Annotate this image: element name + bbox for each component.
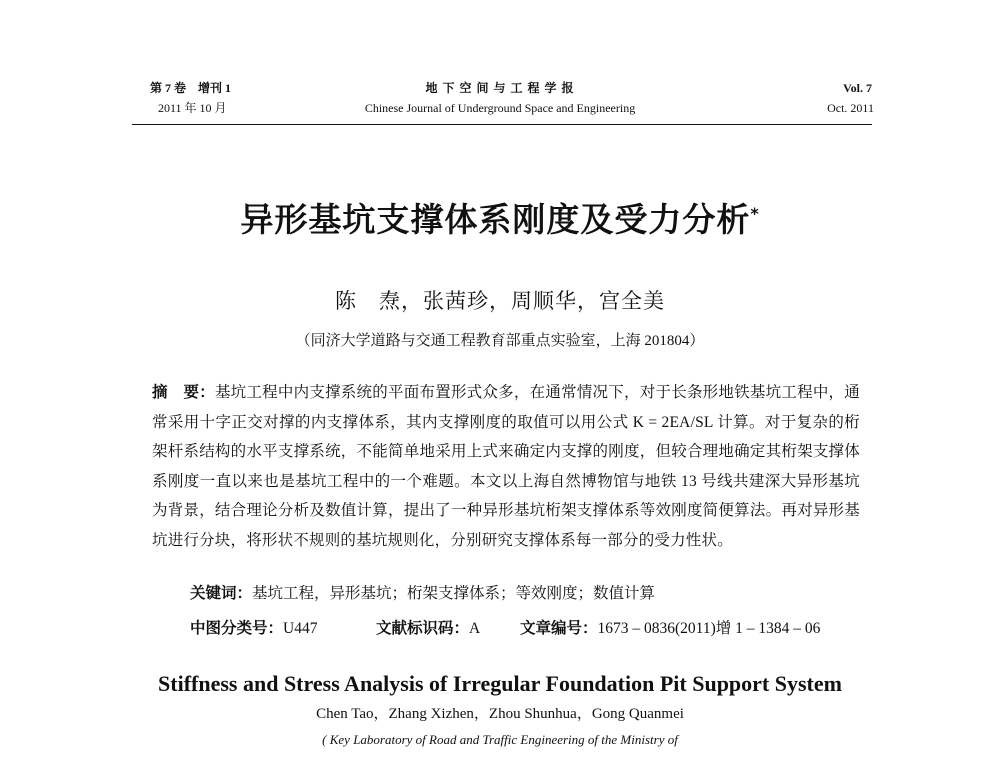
header-volume-cn: 第 7 卷 增刊 1 [150,81,232,95]
header-journal-cn: 地 下 空 间 与 工 程 学 报 [425,81,575,95]
abstract-text: 基坑工程中内支撑系统的平面布置形式众多，在通常情况下，对于长条形地铁基坑工程中，通常采用十字正交对撑的内支撑体系，其内支撑刚度的取值可以用公式 K = 2EA/SL 计算。对于复杂的桁架杆系结构的水平支撑系统，不能简单地采用上式来确定内支撑的刚度，但较合理地确定其桁架支撑体系刚度一直以来也是基坑工程中的一个难题。本文以上海自然博物馆与地铁 13 号线共建深大异形基坑为背景，结合理论分析及数值计算，提出了一种异形基坑桁架支撑体系等效刚度简便算法。再对异形基坑进行分块，将形状不规则的基坑规则化，分别研究支撑体系每一部分的受力性状。 [152,384,860,549]
clc-label: 中图分类号： [190,620,284,637]
header-date-en: Oct. 2011 [827,101,874,115]
running-header [0,80,1000,124]
doc-label: 文献标识码： [376,620,470,637]
keywords-text: 基坑工程，异形基坑；桁架支撑体系；等效刚度；数值计算 [252,585,656,602]
article-number-value: 1673 – 0836(2011)增 1 – 1384 – 06 [597,620,821,637]
article-authors: 陈 焘，张茜珍，周顺华，宫全美 [335,289,665,313]
doc-value: A [469,620,481,637]
header-rule [132,124,872,125]
clc-number [190,618,317,640]
header-journal-en: Chinese Journal of Underground Space and Engineering [364,101,636,115]
title-footnote-mark: * [750,204,760,223]
english-affiliation: ( Key Laboratory of Road and Traffic Engineering of the Ministry of [322,732,678,747]
english-authors: Chen Tao，Zhang Xizhen，Zhou Shunhua，Gong Quanmei [316,706,684,722]
article-affiliation: （同济大学道路与交通工程教育部重点实验室，上海 201804） [295,333,705,349]
article-title [0,192,1000,242]
clc-value: U447 [283,620,318,637]
header-date-cn: 2011 年 10 月 [158,101,227,115]
article-number-label: 文章编号： [520,620,598,637]
keywords-label: 关键词： [190,585,253,602]
keywords [190,583,655,605]
article-title-text: 异形基坑支撑体系刚度及受力分析 [240,200,751,239]
header-volume-en: Vol. 7 [843,81,872,95]
abstract-label: 摘 要： [152,384,215,401]
english-title: Stiffness and Stress Analysis of Irregular Foundation Pit Support System [158,671,842,696]
article-number [520,618,820,640]
abstract [152,378,860,555]
document-code [376,618,480,640]
